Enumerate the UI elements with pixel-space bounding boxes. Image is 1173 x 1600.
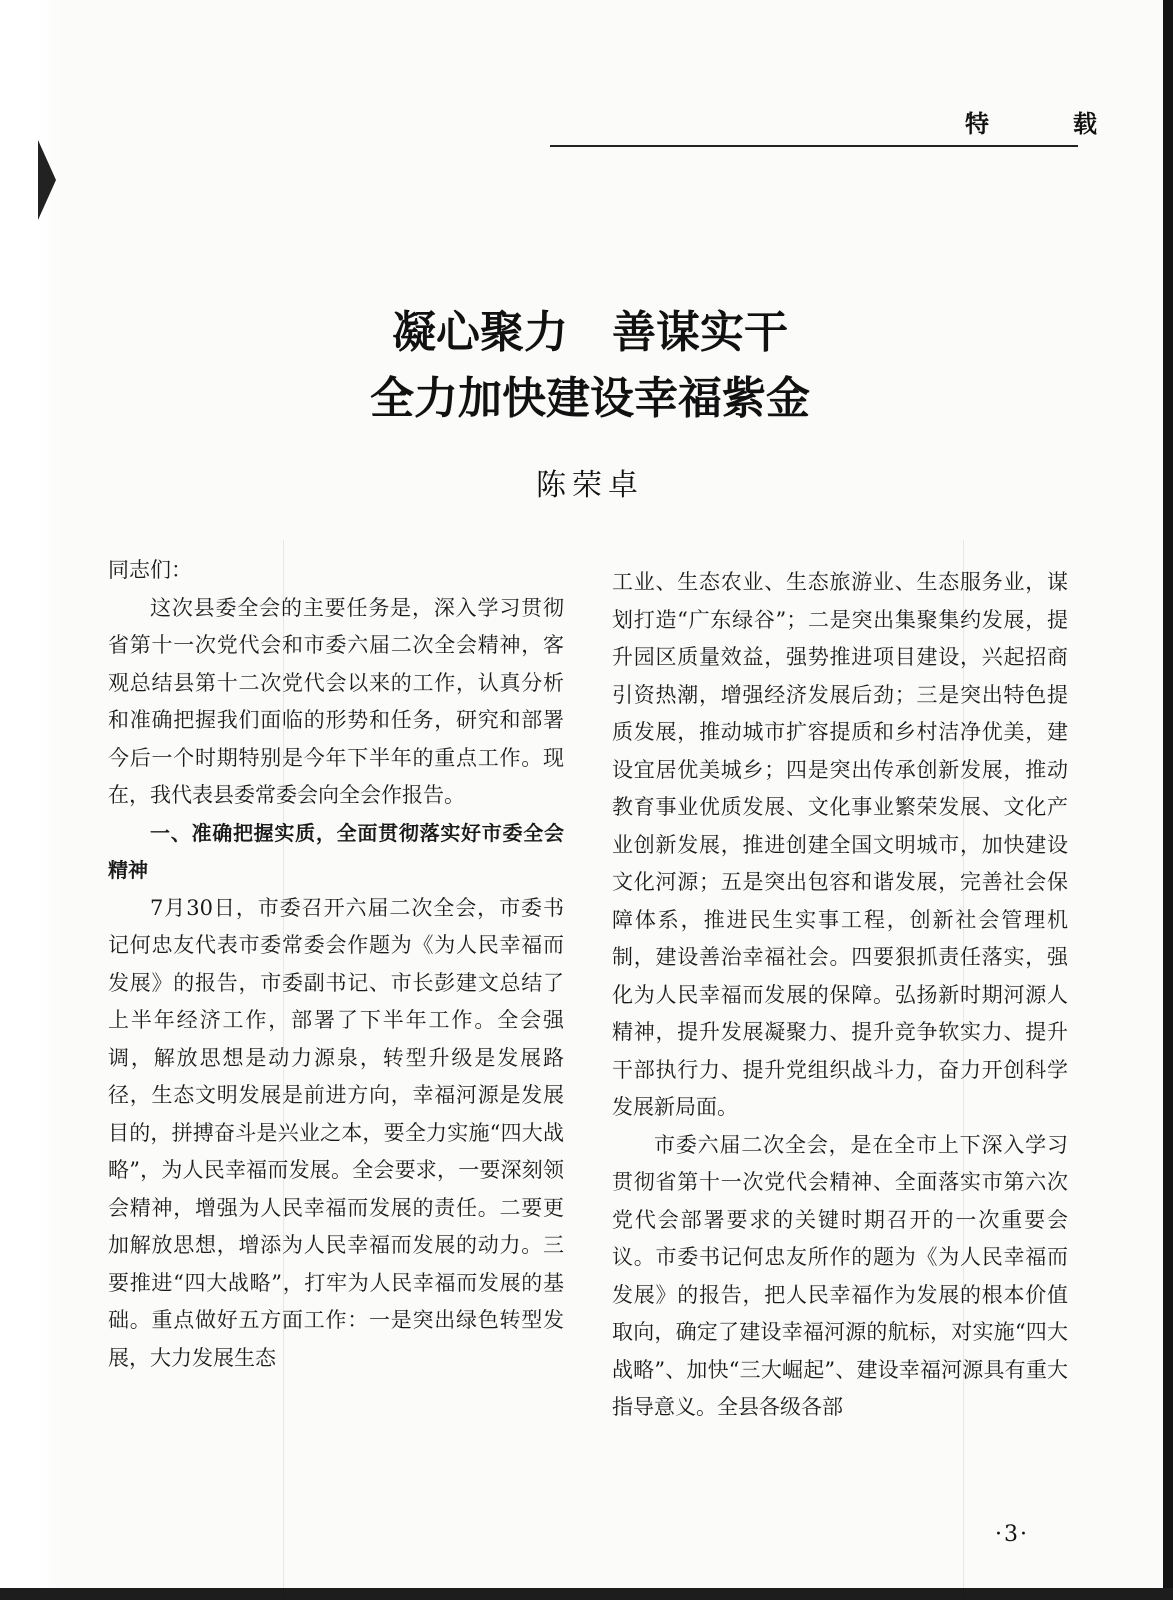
article-title (200, 300, 980, 432)
page-number: ·3· (995, 1522, 1029, 1547)
author-name: 陈荣卓 (536, 468, 644, 503)
scan-bottom-border (0, 1588, 1173, 1600)
scan-right-border (1163, 0, 1173, 1600)
section-label: 特 载 (965, 110, 1127, 138)
paragraph: 工业、生态农业、生态旅游业、生态服务业，谋划打造“广东绿谷”；二是突出集聚集约发展，提升园区质量效益，强势推进项目建设，兴起招商引资热潮，增强经济发展后劲；三是突出特色提质发展，推动城市扩容提质和乡村洁净优美，建设宜居优美城乡；四是突出传承创新发展，推动教育事业优质发展、文化事业繁荣发展、文化产业创新发展，推进创建全国文明城市，加快建设文化河源；五是突出包容和谐发展，完善社会保障体系，推进民生实事工程，创新社会管理机制，建设善治幸福社会。四要狠抓责任落实，强化为人民幸福而发展的保障。弘扬新时期河源人精神，提升发展凝聚力、提升竞争软实力、提升干部执行力、提升党组织战斗力，奋力开创科学发展新局面。 (612, 570, 1068, 1119)
scan-left-margin (0, 0, 60, 1600)
section-heading: 一、准确把握实质，全面贯彻落实好市委全会精神 (108, 820, 564, 882)
salutation: 同志们： (108, 558, 192, 582)
paragraph: 这次县委全会的主要任务是，深入学习贯彻省第十一次党代会和市委六届二次全会精神，客观总结县第十二次党代会以来的工作，认真分析和准确把握我们面临的形势和任务，研究和部署今后一个时期特别是今年下半年的重点工作。现在，我代表县委常委会向全会作报告。 (108, 595, 564, 807)
paragraph: 市委六届二次全会，是在全市上下深入学习贯彻省第十一次党代会精神、全面落实市第六次党代会部署要求的关键时期召开的一次重要会议。市委书记何忠友所作的题为《为人民幸福而发展》的报告，把人民幸福作为发展的根本价值取向，确定了建设幸福河源的航标，对实施“四大战略”、加快“三大崛起”、建设幸福河源具有重大指导意义。全县各级各部 (612, 1132, 1068, 1419)
header-rule (550, 145, 1078, 147)
left-column (108, 552, 564, 1377)
scan-binding-mark (38, 140, 56, 220)
paragraph: 7月30日，市委召开六届二次全会，市委书记何忠友代表市委常委会作题为《为人民幸福而发展》的报告，市委副书记、市长彭建文总结了上半年经济工作，部署了下半年工作。全会强调，解放思想是动力源泉，转型升级是发展路径，生态文明发展是前进方向，幸福河源是发展目的，拼搏奋斗是兴业之本，要全力实施“四大战略”，为人民幸福而发展。全会要求，一要深刻领会精神，增强为人民幸福而发展的责任。二要更加解放思想，增添为人民幸福而发展的动力。三要推进“四大战略”，打牢为人民幸福而发展的基础。重点做好五方面工作：一是突出绿色转型发展，大力发展生态 (108, 895, 564, 1370)
title-line-2: 全力加快建设幸福紫金 (370, 373, 810, 424)
title-line-1: 凝心聚力 善谋实干 (392, 307, 788, 358)
right-column (612, 564, 1068, 1427)
